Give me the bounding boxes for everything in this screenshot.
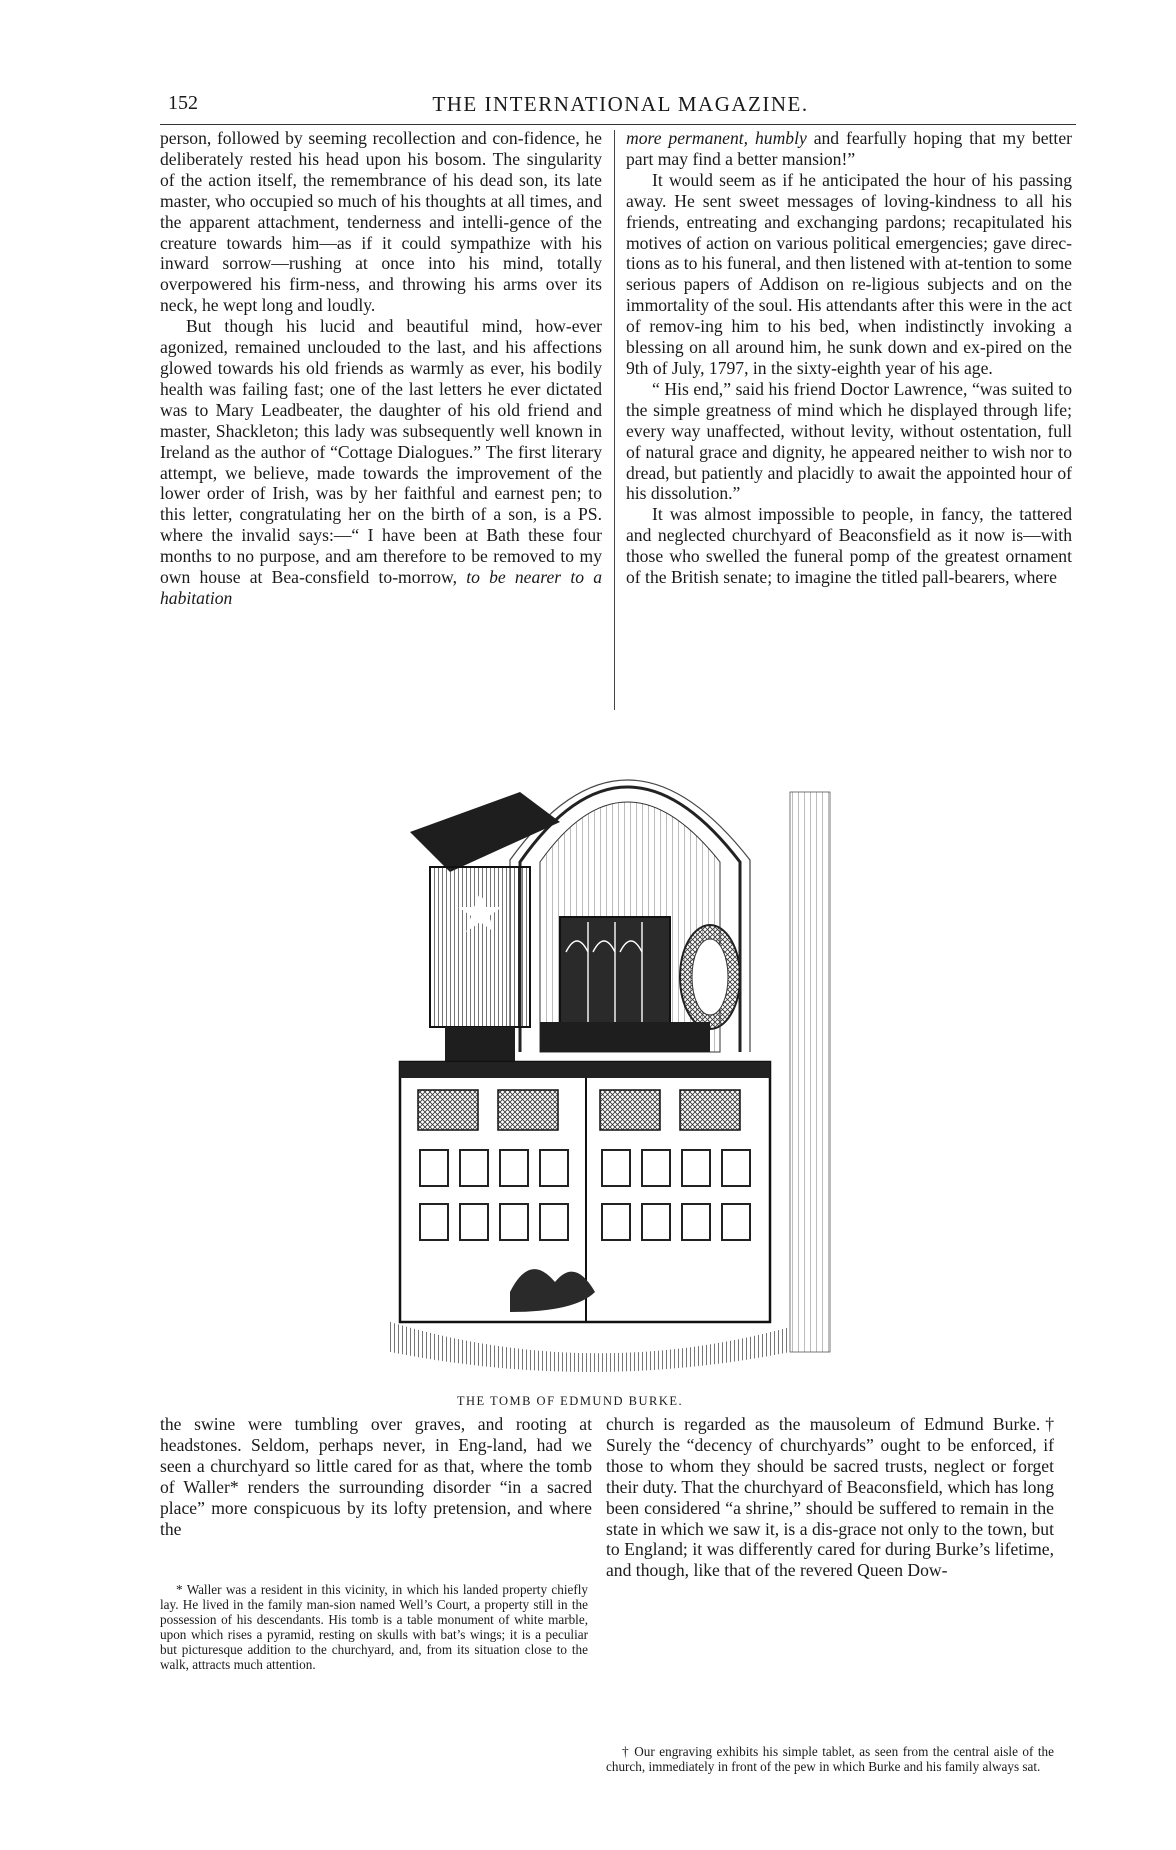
paragraph: more permanent, humbly and fearfully hoping that my better part may find a better mansion!”	[626, 128, 1072, 169]
footnote-engraving	[606, 1744, 1054, 1774]
footnote-waller	[160, 1582, 588, 1672]
page-number: 152	[168, 92, 198, 114]
paragraph: the swine were tumbling over graves, and rooting at headstones. Seldom, perhaps never, in Eng-land, had we seen a churchyard so little cared for as that, where the tomb of Waller* renders the surrounding disorder “in a sacred place” more conspicuous by its lofty pretension, and where the	[160, 1414, 592, 1539]
footnote-text: * Waller was a resident in this vicinity, in which his landed property chiefly lay. He lived in the family man-sion named Well’s Court, a property still in the possession of his descendants. His tomb is a table monument of white marble, upon which rises a pyramid, resting on skulls with bat’s wings; it is a peculiar but picturesque addition to the churchyard, and, from its situation close to the walk, attracts much attention.	[160, 1582, 588, 1672]
column-left-top	[160, 128, 602, 609]
column-divider	[614, 130, 615, 710]
italic-phrase: to be nearer to a habitation	[160, 567, 603, 608]
column-right-top	[626, 128, 1072, 588]
header-rule	[160, 124, 1076, 125]
page-header	[168, 90, 1073, 122]
italic-phrase: more permanent, humbly	[626, 128, 807, 148]
paragraph: “ His end,” said his friend Doctor Lawrence, “was suited to the simple greatness of mind which he displayed through life; every way unaffected, without levity, without ostentation, full of natural grace and dignity, he appeared neither to wish nor to dread, but patiently and placidly to await the appointed hour of his dissolution.”	[626, 378, 1072, 504]
paragraph: But though his lucid and beautiful mind, how-ever agonized, remained unclouded to the last, and his affections glowed towards his old friends as warmly as ever, his bodily health was failing fast; one of the last letters he ever dictated was to Mary Leadbeater, the daughter of his old friend and master, Shackleton; this lady was subsequently well known in Ireland as the author of “Cottage Dialogues.” The first literary attempt, we believe, made towards the improvement of the lower order of Irish, was by her faithful and earnest pen; to this letter, congratulating her on the birth of a son, is a PS. where the invalid says:—“ I have been at Bath these four months to no purpose, and am therefore to be removed to my own house at Bea-consfield to-morrow, to be nearer to a habitation	[160, 316, 603, 608]
running-title: THE INTERNATIONAL MAGAZINE.	[432, 92, 809, 116]
tomb-engraving	[390, 752, 860, 1382]
column-right-bottom	[606, 1414, 1054, 1581]
figure-caption: THE TOMB OF EDMUND BURKE.	[456, 1394, 684, 1408]
paragraph: It would seem as if he anticipated the hour of his passing away. He sent sweet messages of loving-kindness to all his friends, entreating and exchanging pardons; recapitulated his motives of action on various political emergencies; gave direc-tions as to his funeral, and then listened with at-tention to some serious papers of Addison on re-ligious subjects and on the immortality of the soul. His attendants after this were in the act of remov-ing him to his bed, when indistinctly invoking a blessing on all around him, he sunk down and ex-pired on the 9th of July, 1797, in the sixty-eighth year of his age.	[626, 169, 1072, 378]
column-left-bottom	[160, 1414, 592, 1539]
paragraph: person, followed by seeming recollection and con-fidence, he deliberately rested his head upon his bosom. The singularity of the action itself, the remembrance of his dead son, its late master, who occupied so much of his thoughts at all times, and the apparent attachment, tenderness and intelli-gence of the creature towards him—as if it could sympathize with his inward sorrow—rushing at once into his mind, totally overpowered his firm-ness, and throwing his arms over its neck, he wept long and loudly.	[160, 128, 602, 316]
paragraph: church is regarded as the mausoleum of Edmund Burke.† Surely the “decency of churchyards” ought to be enforced, if those to whom they should be sacred trusts, neglect or forget their duty. That the churchyard of Beaconsfield, which has long been considered “a shrine,” should be suffered to remain in the state in which we saw it, is a dis-grace not only to the town, but to England; it was differently cared for during Burke’s lifetime, and though, like that of the revered Queen Dow-	[606, 1414, 1054, 1581]
footnote-text: † Our engraving exhibits his simple tablet, as seen from the central aisle of the church, immediately in front of the pew in which Burke and his family always sat.	[606, 1744, 1054, 1774]
paragraph: It was almost impossible to people, in fancy, the tattered and neglected churchyard of Beaconsfield as it now is—with those who swelled the funeral pomp of the greatest ornament of the British senate; to imagine the titled pall-bearers, where	[626, 504, 1072, 588]
